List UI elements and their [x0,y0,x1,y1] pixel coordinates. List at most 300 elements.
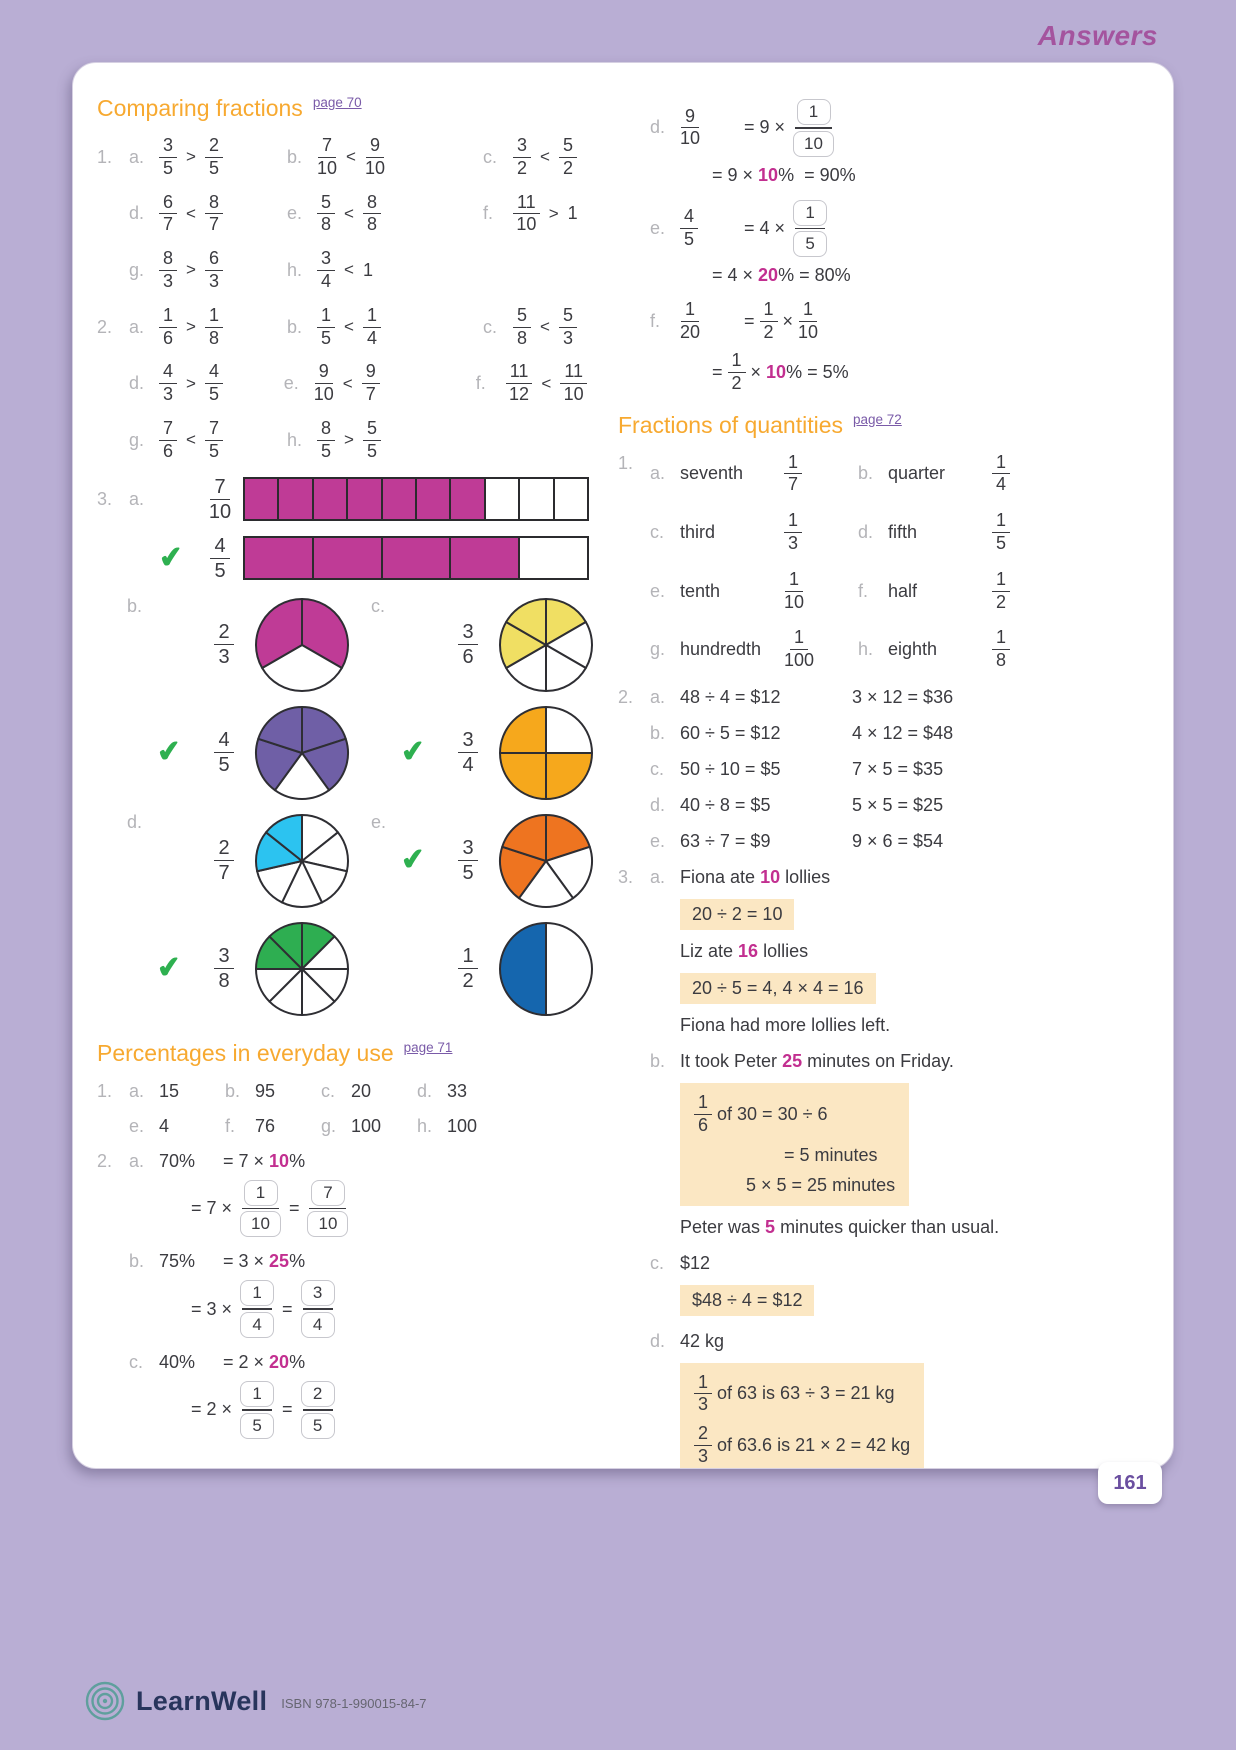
working-line-2 [712,165,1158,186]
fraction-word: tenth [680,580,721,601]
fraction-numerator: 5 [559,136,577,158]
question-number [618,628,650,671]
item-letter: b. [129,1251,145,1272]
fraction-numerator: 7 [210,476,229,500]
fraction-numerator: 4 [205,362,223,384]
answer-value: 4 [159,1115,170,1136]
item-letter: e. [129,1115,145,1136]
equation: 40 ÷ 8 = $5 [680,794,771,815]
footer [84,1680,427,1722]
fraction-denominator: 3 [698,1445,709,1466]
working-line-1 [618,300,1158,343]
expression [191,1381,338,1439]
fraction-comparison [317,419,381,462]
fraction [317,193,335,236]
fraction [992,628,1010,671]
fraction-denominator: 2 [562,157,573,178]
pie-sector [500,923,546,1015]
left-column [97,85,587,1453]
fraction-denominator: 5 [684,229,695,250]
text-token: × [777,311,799,332]
fraction-comparison [159,306,223,349]
fraction-comparison [159,419,223,462]
section-title-quantities [618,412,1158,439]
fraction-numerator: 2 [214,621,233,645]
comparing-q2 [97,306,587,462]
boxed-denominator: 4 [240,1312,274,1338]
text-token: = [712,361,728,382]
text-token: of 63 is 63 ÷ 3 = 21 kg [712,1383,895,1404]
fraction-denominator: 12 [509,384,530,405]
boxed-numerator: 1 [797,99,831,125]
comparison-operator: > [186,317,196,337]
comparison-operator: < [540,147,550,167]
text-token: Fiona had more lollies left. [680,1014,891,1035]
fraction-numerator: 7 [205,419,223,441]
fraction [205,306,223,349]
bar-cell [312,538,381,578]
comparing-q1 [97,136,587,292]
working-line-2 [712,351,1158,394]
text-token: % [289,1150,306,1171]
accent-number: 25 [782,1050,803,1071]
comparison-operator: < [346,147,356,167]
accent-number: 10 [758,164,779,185]
pie-stack [157,596,351,802]
fraction-bar-model [243,536,589,580]
text-token: = 2 × [191,1399,238,1420]
fraction [317,249,335,292]
bar-cell [381,479,415,519]
section-title-text: Fractions of quantities [618,411,844,438]
comparison-operator: < [342,373,353,393]
working-item [97,1151,587,1238]
fraction-comparison [317,193,381,236]
working-line-2 [191,1180,587,1238]
fraction-word: hundredth [680,639,762,660]
word-problem-body [680,1331,924,1469]
answer-cell [129,306,287,349]
comparison-operator: < [186,430,196,450]
fraction-numerator: 11 [506,362,533,384]
item-letter: h. [858,639,874,660]
fraction-bar [795,228,825,230]
fraction [317,306,335,349]
text-token: = 9 × [712,164,759,185]
answer-cell [287,193,483,236]
expression [694,1373,895,1416]
check-mark-icon: ✔ [157,540,185,575]
fraction-pie-chart [497,704,595,802]
answer-text [680,867,830,888]
answer-value: 100 [447,1115,478,1136]
bar-cell [449,538,518,578]
fraction-comparison [506,362,587,405]
fraction-denominator: 8 [366,214,377,235]
answer-cell [858,511,1066,554]
fraction-word: half [888,580,918,601]
equation: 9 × 6 = $54 [852,830,944,851]
working-line-1 [97,1352,587,1373]
answer-cell [858,570,1066,613]
fraction [205,419,223,462]
fraction-denominator: 6 [163,440,174,461]
comparison-operator: < [344,203,354,223]
fraction-comparison [513,193,578,236]
text-token: = [283,1197,305,1218]
fraction-denominator: 10 [563,384,584,405]
fraction [159,249,177,292]
item-letter: c. [371,595,386,616]
item-letter: c. [650,758,665,779]
question-number: 3. [97,488,113,509]
answer-row [618,687,1158,708]
fraction-pie-chart [253,596,351,694]
boxed-denominator: 10 [307,1211,348,1237]
question-number: 3. [618,866,634,887]
text-token: % [289,1251,306,1272]
text-token: = 5 minutes [784,1144,878,1165]
working-line-1 [97,1151,587,1172]
fraction-denominator: 7 [163,214,174,235]
fraction-numerator: 3 [317,249,335,271]
fraction-denominator: 6 [163,327,174,348]
answer-text [680,1051,954,1072]
fraction-pie-chart [497,812,595,910]
comparison-operator: > [548,203,559,223]
page-70-link[interactable]: page 70 [312,95,362,110]
expression [680,1253,710,1274]
fraction-comparison [159,362,223,405]
text-token: of 30 = 30 ÷ 6 [712,1103,828,1124]
fraction [458,837,477,884]
boxed-numerator: 1 [240,1381,274,1407]
fraction-comparison [159,249,223,292]
fraction-comparison [513,136,577,179]
item-letter: d. [129,373,145,394]
question-number: 2. [97,1150,113,1171]
item-letter: a. [129,146,145,167]
fraction-comparison [317,136,385,179]
fraction-slot [445,729,491,776]
item-letter: c. [129,1351,144,1372]
word-problem-part [618,1051,1158,1238]
fraction-numerator: 1 [694,1373,712,1395]
bar-cell [346,479,380,519]
fraction-denominator: 4 [462,754,474,777]
text-token: × [745,361,767,382]
answer-value: 33 [447,1080,468,1101]
fraction-denominator: 5 [163,157,174,178]
fraction-denominator: 7 [218,862,230,885]
fraction-denominator: 3 [788,532,799,553]
item-letter: f. [650,311,661,332]
expression [694,1093,827,1136]
item-letter: e. [650,830,666,851]
fraction-numerator: 1 [363,306,381,328]
boxed-denominator: 10 [793,131,834,157]
fraction-denominator: 10 [680,128,701,149]
question-number: 1. [97,1080,113,1101]
accent-number: 25 [269,1251,290,1272]
comparison-operator: < [344,317,354,337]
fraction [992,453,1010,496]
word-problem-body [680,867,890,1036]
fraction-denominator: 20 [680,322,701,343]
answer-row [618,831,1158,852]
fraction-slot [201,621,247,668]
answer-value: 95 [255,1080,276,1101]
answer-cell [650,570,858,613]
boxed-fraction [793,99,834,157]
fraction [992,570,1010,613]
item-letter: g. [321,1115,337,1136]
bar-cell [245,538,312,578]
fraction-numerator: 9 [681,107,699,129]
item-letter: c. [483,146,498,167]
fraction [784,511,802,554]
fraction-numerator: 2 [205,136,223,158]
fraction-slot [201,729,247,776]
item-letter: b. [225,1080,241,1101]
text-token: It took Peter [680,1050,783,1071]
text-token: % = 5% [786,361,849,382]
fraction [159,136,177,179]
fraction-numerator: 1 [992,511,1010,533]
bar-model-row [97,476,587,523]
fraction-denominator: 8 [517,327,528,348]
fraction-comparison [314,362,380,405]
boxed-fraction [301,1280,335,1338]
highlight-box [680,1285,814,1316]
text-token: = 4 × [712,265,759,286]
answer-text [680,1331,724,1352]
text-token: % = 90% [778,164,856,185]
fraction [214,837,233,884]
item-letter: e. [283,373,299,394]
item-letter: b. [650,722,666,743]
left-hand-side [680,107,744,150]
answer-cell [287,136,483,179]
boxed-denominator: 5 [240,1413,274,1439]
item-letter: a. [129,1150,145,1171]
page-72-link[interactable]: page 72 [853,411,902,427]
fraction-denominator: 10 [784,591,805,612]
fraction [694,1093,712,1136]
question-number [618,1253,650,1316]
section-title-text: Percentages in everyday use [97,1039,394,1066]
comparison-operator: > [186,260,196,280]
fraction-comparison [159,136,223,179]
item-letter: a. [650,463,666,484]
fraction-numerator: 1 [992,628,1010,650]
fraction-numerator: 9 [362,362,380,384]
word-problem-part [618,867,1158,1036]
boxed-denominator: 10 [240,1211,281,1237]
answer-cell [129,419,287,462]
bar-cell [518,479,552,519]
accent-number: 5 [765,1216,776,1237]
expression [680,1217,999,1238]
fraction [314,362,334,405]
item-letter: d. [127,811,143,832]
boxed-fraction [793,200,827,258]
check-slot [155,734,195,770]
fraction-bar [309,1208,346,1210]
answer-cell [650,453,858,496]
fraction-numerator: 8 [363,193,381,215]
left-hand-side: 75% [159,1251,196,1272]
bar-cell [277,479,311,519]
answer-row [618,453,1158,496]
fraction-word: third [680,521,716,542]
percentages-q2 [97,1151,587,1439]
working-item [618,99,1158,186]
item-letter: b. [650,1050,666,1071]
fraction-denominator: 10 [317,157,338,178]
fraction [728,351,746,394]
fraction-denominator: 5 [214,559,226,582]
pie-row [157,812,351,910]
fraction [317,136,337,179]
expression [191,1180,351,1238]
fraction-numerator: 1 [784,453,802,475]
expression [191,1280,338,1338]
pie-sector [500,707,546,753]
question-number: 1. [618,452,634,473]
answer-row [97,1081,587,1102]
fraction-pie-chart [253,704,351,802]
expression [694,1424,910,1467]
expression [744,300,818,343]
text-token: $48 ÷ 4 = $12 [692,1289,803,1310]
fraction [159,362,177,405]
answer-cell [483,193,578,236]
fraction-numerator: 5 [363,419,381,441]
expression [223,1352,305,1373]
fraction [159,306,177,349]
left-hand-side: 40% [159,1351,196,1372]
working-item [97,1352,587,1439]
page-71-link[interactable]: page 71 [403,1039,453,1055]
boxed-numerator: 1 [244,1180,278,1206]
fraction [559,306,577,349]
bar-cell [381,538,450,578]
fraction-numerator: 1 [992,453,1010,475]
equation: 3 × 12 = $36 [852,686,954,707]
fraction [159,419,177,462]
item-letter: b. [127,595,143,616]
check-mark-icon: ✔ [155,734,183,770]
fraction-numerator: 11 [560,362,587,384]
check-mark-icon: ✔ [399,734,427,770]
quantities-q3 [618,867,1158,1469]
comparing-q3-bars [97,476,587,582]
item-letter: h. [287,259,303,280]
fraction-denominator: 6 [462,646,474,669]
fraction [205,136,223,179]
percentages-q2-continued [618,99,1158,394]
fraction-denominator: 7 [788,474,799,495]
fraction-pie-chart [497,920,595,1018]
fraction-denominator: 10 [313,384,334,405]
check-slot [155,950,195,986]
item-letter: a. [129,488,145,509]
answer-text [680,1015,890,1036]
question-number [618,511,650,554]
fraction [784,628,814,671]
pie-row [401,704,595,802]
expression [712,351,849,394]
fraction-numerator: 11 [513,193,540,215]
working-line [694,1373,910,1416]
expression [744,99,837,157]
fraction-denominator: 10 [798,322,819,343]
item-letter: h. [287,429,303,450]
section-title-comparing-fractions [97,95,587,122]
answer-value: 20 [351,1080,372,1101]
text-token: Peter was [680,1216,766,1237]
text-token: lollies [758,940,809,961]
fraction-slot [197,476,243,523]
answer-cell [129,362,284,405]
answer-text [680,941,808,962]
word-problem-part [618,1331,1158,1469]
expression [680,1331,724,1352]
fraction-numerator: 1 [458,945,477,969]
working-line-2 [712,265,1158,286]
answer-cell [858,453,1066,496]
item-letter: g. [129,259,145,280]
pie-sector [546,707,592,753]
text-token: = 3 × [191,1298,238,1319]
fraction-denominator: 3 [698,1394,709,1415]
fraction-denominator: 7 [365,384,376,405]
fraction-denominator: 5 [208,440,219,461]
fraction [214,729,233,776]
working-line [746,1175,895,1196]
fraction-slot [445,945,491,992]
fraction-denominator: 8 [218,970,230,993]
fraction [363,419,381,462]
fraction-denominator: 8 [996,650,1007,671]
question-number [618,570,650,613]
answer-row [618,759,1158,780]
answer-cell [287,249,483,292]
fraction-bar [303,1308,333,1310]
pie-group [127,812,365,1018]
fraction-denominator: 4 [366,327,377,348]
text-token: = 7 × [191,1197,238,1218]
item-letter: d. [650,1330,666,1351]
text-token: minutes quicker than usual. [775,1216,1000,1237]
equation: 60 ÷ 5 = $12 [680,722,781,743]
fraction-denominator: 3 [208,270,219,291]
fraction-numerator: 8 [317,419,335,441]
fraction-denominator: 5 [208,384,219,405]
item-letter: a. [650,866,666,887]
fraction-bar [303,1409,333,1411]
boxed-fraction [240,1180,281,1238]
fraction-numerator: 3 [458,837,477,861]
answer-cell [287,419,483,462]
fraction-numerator: 1 [159,306,177,328]
fraction [513,306,531,349]
fraction-numerator: 4 [214,729,233,753]
item-letter: a. [129,316,145,337]
fraction-numerator: 5 [317,193,335,215]
item-letter: c. [650,1252,665,1273]
